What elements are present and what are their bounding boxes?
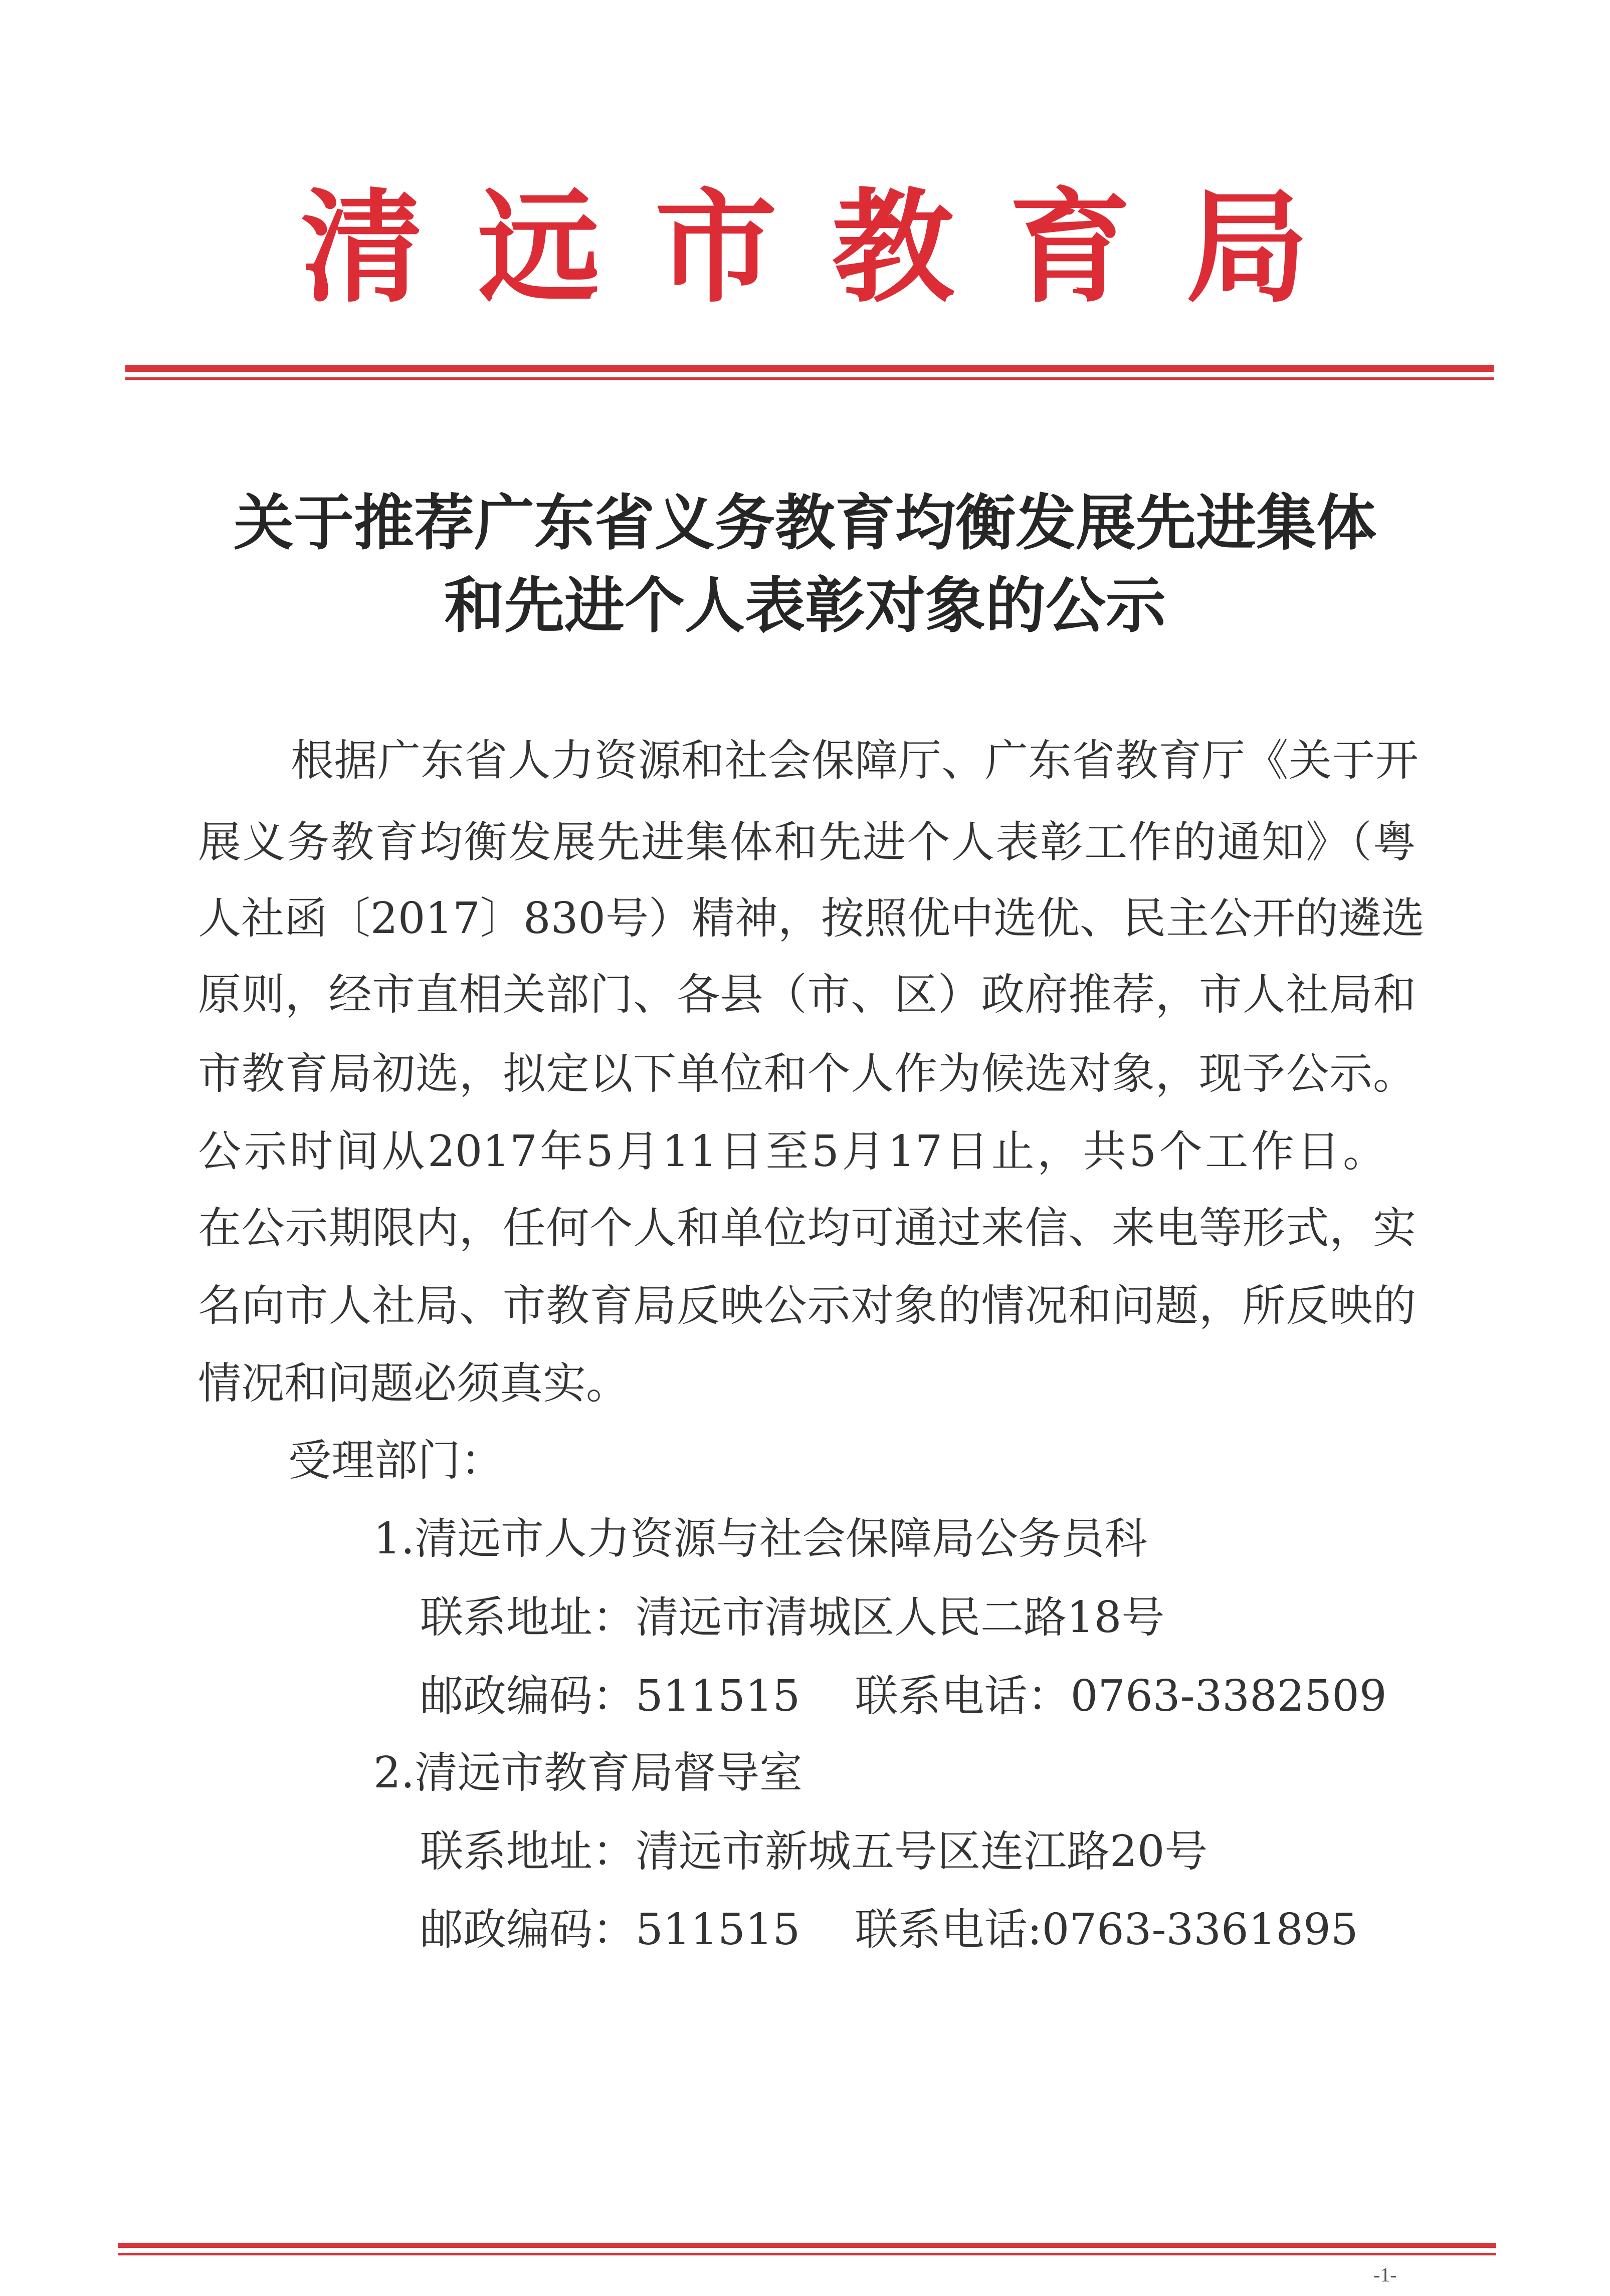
body-line: 名向市人社局、市教育局反映公示对象的情况和问题，所反映的 [198, 1281, 1416, 1331]
footer-rule-thin [118, 2253, 1496, 2255]
letterhead-char: 市 [655, 175, 777, 319]
departments-label: 受理部门： [288, 1436, 504, 1486]
department-postal-phone: 邮政编码：511515 联系电话:0763-3361895 [420, 1905, 1358, 1955]
body-line: 原则，经市直相关部门、各县（市、区）政府推荐，市人社局和 [198, 970, 1416, 1020]
document-title-line1: 关于推荐广东省义务教育均衡发展先进集体 [234, 489, 1376, 558]
body-line: 在公示期限内，任何个人和单位均可通过来信、来电等形式，实 [198, 1203, 1416, 1253]
header-rule-thin [125, 377, 1494, 380]
department-name: 2.清远市教育局督导室 [373, 1748, 803, 1798]
body-line: 根据广东省人力资源和社会保障厅、广东省教育厅《关于开 [291, 736, 1419, 786]
letterhead-char: 远 [478, 175, 600, 319]
letterhead-char: 清 [301, 175, 423, 319]
body-line: 展义务教育均衡发展先进集体和先进个人表彰工作的通知》（粤 [198, 817, 1416, 867]
body-line: 市教育局初选，拟定以下单位和个人作为候选对象，现予公示。 [198, 1049, 1416, 1099]
body-line: 情况和问题必须真实。 [198, 1358, 629, 1409]
department-name: 1.清远市人力资源与社会保障局公务员科 [373, 1514, 1148, 1564]
footer-rule-thick [118, 2243, 1496, 2248]
body-line: 人社函〔2017〕830号）精神，按照优中选优、民主公开的遴选 [198, 893, 1425, 944]
page-number: -1- [1373, 2263, 1397, 2286]
letterhead-char: 局 [1185, 175, 1308, 319]
department-address: 联系地址：清远市清城区人民二路18号 [420, 1592, 1165, 1643]
department-postal-phone: 邮政编码：511515 联系电话：0763-3382509 [420, 1671, 1387, 1721]
letterhead-char: 育 [1009, 175, 1131, 319]
letterhead-char: 教 [832, 175, 954, 319]
header-rule-thick [125, 365, 1494, 372]
document-title-line2: 和先进个人表彰对象的公示 [444, 571, 1166, 641]
body-line: 公示时间从2017年5月11日至5月17日止，共5个工作日。 [198, 1126, 1386, 1177]
letterhead-title [301, 175, 1308, 319]
department-address: 联系地址：清远市新城五号区连江路20号 [420, 1826, 1208, 1877]
